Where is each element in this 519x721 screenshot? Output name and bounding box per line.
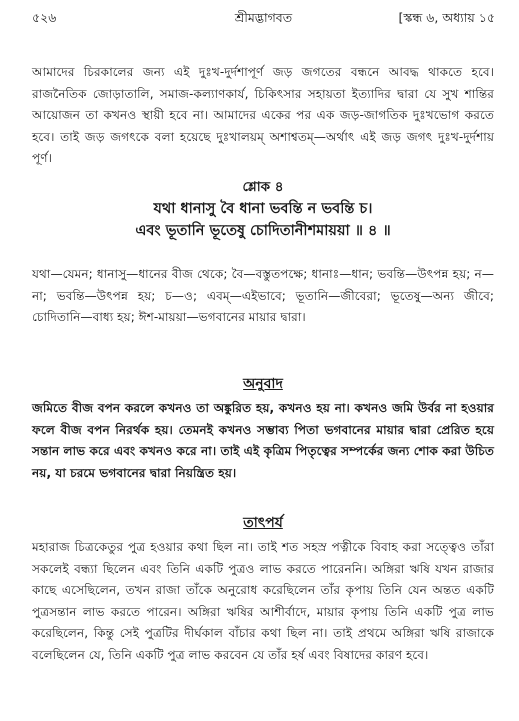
translation-heading: অনুবাদ: [243, 376, 283, 392]
translation-paragraph: জমিতে বীজ বপন করলে কখনও তা অঙ্কুরিত হয়, কখনও হয় না। কখনও জমি উর্বর না হওয়ার ফলে বীজ বপন নিরর্থক হয়। তেমনই কখনও সম্ভাব্য পিতা ভগবানের মায়ার দ্বারা প্রেরিত হয়ে সন্তান লাভ করে এবং কখনও করে না। তাই এই কৃত্রিম পিতৃত্বের সম্পর্কের জন্য শোক করা উচিত নয়, যা চরমে ভগবানের দ্বারা নিয়ন্ত্রিত হয়।: [32, 401, 494, 480]
purport-heading: তাৎপর্য: [243, 515, 283, 531]
chapter-reference: [স্কন্ধ ৬, অধ্যায় ১৫: [398, 10, 495, 25]
page-header: [32, 10, 495, 28]
verse-title: শ্লোক ৪: [242, 179, 284, 195]
purport-paragraph: মহারাজ চিত্রকেতুর পুত্র হওয়ার কথা ছিল না। তাই শত সহস্র পত্নীকে বিবাহ করা সত্ত্বেও তাঁরা সকলেই বন্ধ্যা ছিলেন এবং তিনি একটি পুত্রও লাভ করতে পারেননি। অঙ্গিরা ঋষি যখন রাজার কাছে এসেছিলেন, তখন রাজা তাঁকে অনুরোধ করেছিলেন তাঁর কৃপায় তিনি যেন অন্তত একটি পুত্রসন্তান লাভ করতে পারেন। অঙ্গিরা ঋষির আশীর্বাদে, মায়ার কৃপায় তিনি একটি পুত্র লাভ করেছিলেন, কিন্তু সেই পুত্রটির দীর্ঘকাল বাঁচার কথা ছিল না। তাই প্রথমে অঙ্গিরা ঋষি রাজাকে বলেছিলেন যে, তিনি একটি পুত্র লাভ করবেন যে তাঁর হর্ষ এবং বিষাদের কারণ হবে।: [32, 540, 494, 662]
verse-line-2: এবং ভূতানি ভূতেষু চোদিতানীশমায়য়া ॥ ৪ ॥: [135, 223, 391, 239]
verse-line-1: যথা ধানাসু বৈ ধানা ভবন্তি ন ভবন্তি চ।: [153, 201, 373, 217]
synonyms-paragraph: যথা—যেমন; ধানাসু—ধানের বীজ থেকে; বৈ—বস্তুতপক্ষে; ধানাঃ—ধান; ভবন্তি—উৎপন্ন হয়; ন—না; ভবন্তি—উৎপন্ন হয়; চ—ও; এবম্—এইভাবে; ভূতানি—জীবেরা; ভূতেষু—অন্য জীবে; চোদিতানি—বাধ্য হয়; ঈশ-মায়য়া—ভগবানের মায়ার দ্বারা।: [32, 267, 494, 324]
verse-text: [32, 198, 494, 242]
book-title: শ্রীমদ্ভাগবত: [234, 10, 293, 25]
page-number: ৫২৬: [32, 10, 57, 25]
intro-paragraph: আমাদের চিরকালের জন্য এই দুঃখ-দুর্দশাপূর্ণ জড় জগতের বন্ধনে আবদ্ধ থাকতে হবে। রাজনৈতিক জোড়াতালি, সমাজ-কল্যাণকার্য, চিকিৎসার সহায়তা ইত্যাদির দ্বারা যে সুখ শান্তির আয়োজন তা কখনও স্থায়ী হবে না। আমাদের একের পর এক জড়-জাগতিক দুঃখভোগ করতে হবে। তাই জড় জগৎকে বলা হয়েছে দুঃখালয়ম্ অশাশ্বতম্—অর্থাৎ এই জড় জগৎ দুঃখ-দুর্দশায় পূর্ণ।: [32, 65, 494, 165]
